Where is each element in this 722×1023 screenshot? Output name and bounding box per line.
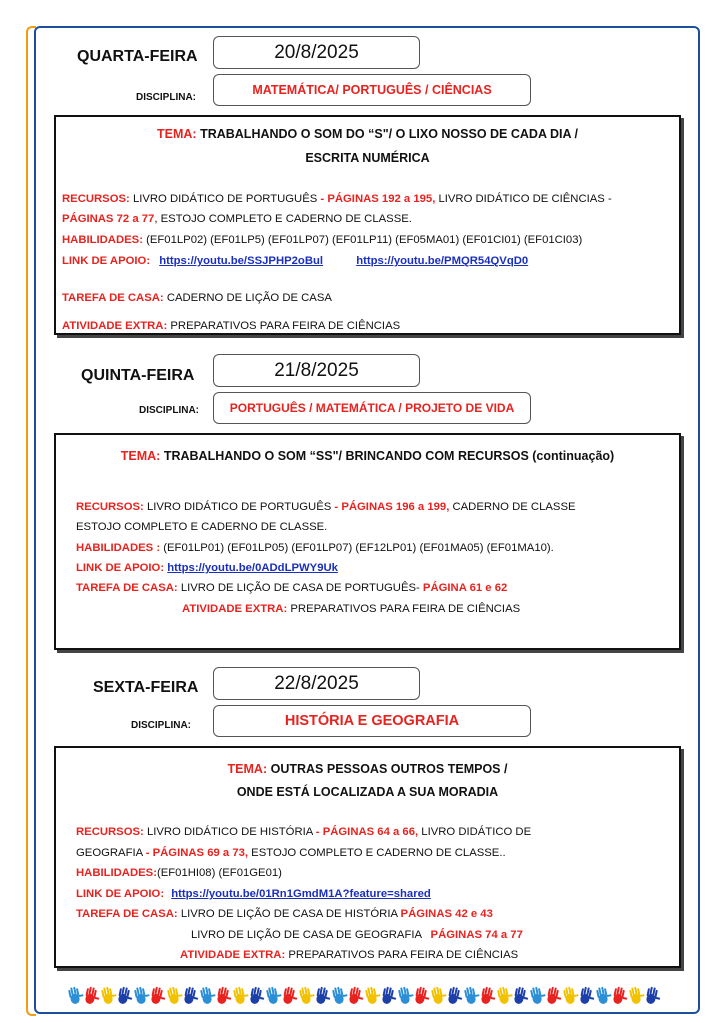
hand-icon xyxy=(266,985,283,1005)
habilidades-line: HABILIDADES:(EF01HI08) (EF01GE01) xyxy=(76,867,282,879)
recursos-line-1: RECURSOS: LIVRO DIDÁTICO DE PORTUGUÊS - PÁGINAS 196 a 199, CADERNO DE CLASSE xyxy=(76,501,576,513)
hand-icon xyxy=(414,986,431,1006)
link-line: LINK DE APOIO: https://youtu.be/SSJPHP2oBul https://youtu.be/PMQR54QVqD0 xyxy=(62,255,529,267)
disciplina-label-thursday: DISCIPLINA: xyxy=(139,405,199,416)
tarefa-line: TAREFA DE CASA: LIVRO DE LIÇÃO DE CASA DE PORTUGUÊS- PÁGINA 61 e 62 xyxy=(76,582,508,594)
hand-icon xyxy=(497,985,514,1005)
link-line: LINK DE APOIO: https://youtu.be/0ADdLPWY9Uk xyxy=(76,562,338,574)
colorful-hands-border xyxy=(66,983,660,1007)
hand-icon xyxy=(282,986,299,1006)
hand-icon xyxy=(315,986,332,1006)
lesson-panel-wednesday xyxy=(54,115,681,335)
hand-icon xyxy=(381,986,398,1006)
habilidades-line: HABILIDADES : (EF01LP01) (EF01LP05) (EF01LP07) (EF12LP01) (EF01MA05) (EF01MA10). xyxy=(76,542,554,554)
hand-icon xyxy=(348,986,365,1006)
day-label-wednesday: QUARTA-FEIRA xyxy=(77,48,198,65)
hand-icon xyxy=(249,986,266,1006)
link-line: LINK DE APOIO: https://youtu.be/01Rn1GmdM1A?feature=shared xyxy=(76,888,431,900)
recursos-line-1: RECURSOS: LIVRO DIDÁTICO DE HISTÓRIA - PÁGINAS 64 a 66, LIVRO DIDÁTICO DE xyxy=(76,826,532,838)
date-box-friday: 22/8/2025 xyxy=(213,667,420,700)
hand-icon xyxy=(629,985,646,1005)
hand-icon xyxy=(596,985,613,1005)
support-link-2[interactable]: https://youtu.be/PMQR54QVqD0 xyxy=(356,255,529,267)
day-label-thursday: QUINTA-FEIRA xyxy=(81,367,195,384)
tarefa-line: TAREFA DE CASA: CADERNO DE LIÇÃO DE CASA xyxy=(62,292,332,304)
recursos-line-2: PÁGINAS 72 a 77, ESTOJO COMPLETO E CADERNO DE CLASSE. xyxy=(62,213,412,225)
disciplina-box-wednesday: MATEMÁTICA/ PORTUGUÊS / CIÊNCIAS xyxy=(213,74,531,106)
hand-icon xyxy=(398,985,415,1005)
lesson-panel-friday xyxy=(54,746,681,968)
disciplina-label-friday: DISCIPLINA: xyxy=(131,720,191,731)
hand-icon xyxy=(216,986,233,1006)
hand-icon xyxy=(612,986,629,1006)
date-box-thursday: 21/8/2025 xyxy=(213,354,420,387)
hand-icon xyxy=(183,986,200,1006)
hand-icon xyxy=(579,986,596,1006)
date-box-wednesday: 20/8/2025 xyxy=(213,36,420,69)
hand-icon xyxy=(645,986,660,1006)
disciplina-box-friday: HISTÓRIA E GEOGRAFIA xyxy=(213,705,531,737)
hand-icon xyxy=(480,986,497,1006)
lesson-panel-thursday xyxy=(54,433,681,650)
hand-icon xyxy=(546,986,563,1006)
extra-line: ATIVIDADE EXTRA: PREPARATIVOS PARA FEIRA DE CIÊNCIAS xyxy=(62,320,401,332)
tarefa-line-2: LIVRO DE LIÇÃO DE CASA DE GEOGRAFIA PÁGINAS 74 a 77 xyxy=(191,929,523,941)
tema-line-2: ONDE ESTÁ LOCALIZADA A SUA MORADIA xyxy=(236,785,499,799)
recursos-line-1: RECURSOS: LIVRO DIDÁTICO DE PORTUGUÊS - PÁGINAS 192 a 195, LIVRO DIDÁTICO DE CIÊNCIAS - xyxy=(62,193,612,205)
hand-icon xyxy=(117,986,134,1006)
hand-icon xyxy=(299,985,316,1005)
disciplina-label-wednesday: DISCIPLINA: xyxy=(136,92,196,103)
hand-icon xyxy=(464,985,481,1005)
tema-line-1: TEMA: OUTRAS PESSOAS OUTROS TEMPOS / xyxy=(227,762,508,776)
extra-line: ATIVIDADE EXTRA: PREPARATIVOS PARA FEIRA DE CIÊNCIAS xyxy=(182,603,521,615)
hand-icon xyxy=(332,985,349,1005)
hand-icon xyxy=(68,985,85,1005)
tema-line-2: ESCRITA NUMÉRICA xyxy=(305,151,430,165)
extra-line: ATIVIDADE EXTRA: PREPARATIVOS PARA FEIRA DE CIÊNCIAS xyxy=(180,949,519,961)
tema-line-1: TEMA: TRABALHANDO O SOM “SS"/ BRINCANDO COM RECURSOS (continuação) xyxy=(120,449,615,463)
recursos-line-2: ESTOJO COMPLETO E CADERNO DE CLASSE. xyxy=(76,521,328,533)
recursos-line-2: GEOGRAFIA - PÁGINAS 69 a 73, ESTOJO COMPLETO E CADERNO DE CLASSE.. xyxy=(76,847,506,859)
hand-icon xyxy=(530,985,547,1005)
habilidades-line: HABILIDADES: (EF01LP02) (EF01LP5) (EF01LP07) (EF01LP11) (EF05MA01) (EF01CI01) (EF01CI03) xyxy=(62,234,583,246)
day-label-friday: SEXTA-FEIRA xyxy=(93,679,199,696)
hand-icon xyxy=(167,985,184,1005)
tema-line-1: TEMA: TRABALHANDO O SOM DO “S"/ O LIXO NOSSO DE CADA DIA / xyxy=(157,127,578,141)
hand-icon xyxy=(150,986,167,1006)
hand-icon xyxy=(84,986,101,1006)
hand-icon xyxy=(365,985,382,1005)
hand-icon xyxy=(447,986,464,1006)
hand-icon xyxy=(200,985,217,1005)
hand-icon xyxy=(233,985,250,1005)
tarefa-line: TAREFA DE CASA: LIVRO DE LIÇÃO DE CASA DE HISTÓRIA PÁGINAS 42 e 43 xyxy=(76,908,493,920)
support-link-1[interactable]: https://youtu.be/SSJPHP2oBul xyxy=(159,255,324,267)
support-link-1[interactable]: https://youtu.be/0ADdLPWY9Uk xyxy=(167,562,338,574)
hand-icon xyxy=(513,986,530,1006)
support-link-1[interactable]: https://youtu.be/01Rn1GmdM1A?feature=shared xyxy=(171,888,431,900)
hand-icon xyxy=(563,985,580,1005)
disciplina-box-thursday: PORTUGUÊS / MATEMÁTICA / PROJETO DE VIDA xyxy=(213,392,531,424)
hand-icon xyxy=(101,985,118,1005)
hand-icon xyxy=(431,985,448,1005)
hand-icon xyxy=(134,985,151,1005)
